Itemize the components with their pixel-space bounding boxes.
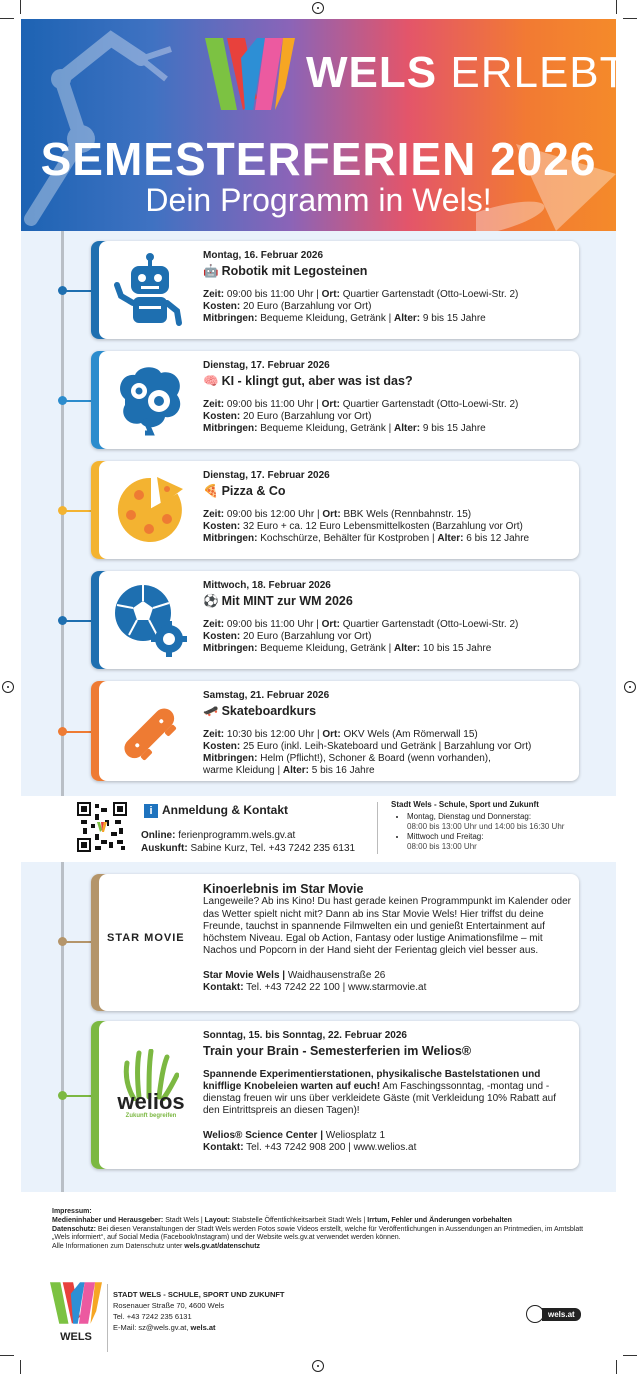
registration-mark: [312, 1360, 324, 1372]
timeline-connector: [64, 290, 92, 292]
event-cost: Kosten: 20 Euro (Barzahlung vor Ort): [203, 410, 372, 422]
partner-contact: Kontakt: Tel. +43 7242 908 200 | www.welios.at: [203, 1142, 417, 1154]
event-time-location: Zeit: 10:30 bis 12:00 Uhr | Ort: OKV Wels (Am Römerwall 15): [203, 728, 478, 740]
event-date: Montag, 16. Februar 2026: [203, 250, 324, 261]
event-title: 🍕 Pizza & Co: [203, 484, 286, 499]
crop-mark: [623, 18, 637, 19]
crop-mark: [0, 18, 14, 19]
event-time-location: Zeit: 09:00 bis 11:00 Uhr | Ort: Quartier Gartenstadt (Otto-Loewi-Str. 2): [203, 618, 519, 630]
event-card: [91, 571, 579, 669]
timeline-line: [61, 862, 64, 1192]
qr-code[interactable]: [77, 802, 127, 852]
timeline-connector: [64, 1095, 92, 1097]
timeline-connector: [64, 731, 92, 733]
partner-address: Welios® Science Center | Weliosplatz 1: [203, 1129, 386, 1141]
skateboard-icon: [111, 695, 189, 773]
partner-title: Kinoerlebnis im Star Movie: [203, 882, 364, 896]
robot-icon: [111, 251, 189, 329]
partner-title: Train your Brain - Semesterferien im Welios®: [203, 1044, 472, 1059]
event-card: [91, 241, 579, 339]
timeline-dot: [58, 396, 67, 405]
brand-wordmark: WELS ERLEBT: [306, 48, 628, 97]
crop-mark: [20, 1360, 21, 1374]
soccer-gear-icon: [111, 581, 189, 659]
crop-mark: [623, 1355, 637, 1356]
event-date: Sonntag, 15. bis Sonntag, 22. Februar 2026: [203, 1030, 407, 1041]
event-cost: Kosten: 20 Euro (Barzahlung vor Ort): [203, 630, 372, 642]
event-time-location: Zeit: 09:00 bis 11:00 Uhr | Ort: Quartier Gartenstadt (Otto-Loewi-Str. 2): [203, 398, 519, 410]
info-icon: i: [144, 804, 158, 818]
event-date: Samstag, 21. Februar 2026: [203, 690, 330, 701]
timeline-dot: [58, 506, 67, 515]
event-title: 🧠 KI - klingt gut, aber was ist das?: [203, 374, 413, 389]
robot-icon: 🤖: [203, 264, 219, 279]
partner-description: Langeweile? Ab ins Kino! Du hast gerade keinen Programmpunkt im Kalender oder das Wetter spielt nicht mit? Dann ab ins Star Movie Wels! Hier triffst du deine Freunde, tauchst in spannende Filmwelten ein und genießt Entertainment auf höchstem Niveau. Egal ob Action, Fantasy oder lustige Animationsfilme – mit Nachos und Popcorn in der Hand sieht der Ferientag gleich viel besser aus.: [203, 896, 571, 957]
event-card: [91, 681, 579, 781]
registration-link[interactable]: ferienprogramm.wels.gv.at: [175, 830, 296, 841]
pizza-icon: [111, 471, 189, 549]
contact-lines: Online: ferienprogramm.wels.gv.at Auskunft: Sabine Kurz, Tel. +43 7242 235 6131: [141, 830, 356, 854]
partner-card: [91, 874, 579, 1011]
starmovie-logo: STAR MOVIE: [107, 932, 185, 944]
web-link[interactable]: wels.at: [190, 1323, 216, 1332]
registration-mark: [624, 681, 636, 693]
page-subtitle: Dein Programm in Wels!: [145, 182, 492, 218]
event-title: 🤖 Robotik mit Legosteinen: [203, 264, 368, 279]
event-bring: Mitbringen: Helm (Pflicht!), Schoner & Board (wenn vorhanden),: [203, 753, 491, 765]
event-title: 🛹 Skateboardkurs: [203, 704, 317, 719]
crop-mark: [0, 1355, 14, 1356]
timeline-dot: [58, 1091, 67, 1100]
crop-mark: [20, 0, 21, 14]
welios-logo: welios Zukunft begreifen: [117, 1089, 185, 1119]
wels-w-logo: [205, 38, 295, 110]
registration-mark: [2, 681, 14, 693]
footer-address: STADT WELS - SCHULE, SPORT UND ZUKUNFT Rosenauer Straße 70, 4600 Wels Tel. +43 7242 235 6131 E-Mail: sz@wels.gv.at, wels.at: [113, 1290, 285, 1332]
timeline-connector: [64, 941, 92, 943]
timeline-dot: [58, 727, 67, 736]
pizza-icon: 🍕: [203, 484, 219, 499]
brain-gear-icon: [111, 361, 189, 439]
contact-section: [21, 796, 616, 862]
impressum: Impressum: Medieninhaber und Herausgeber: Stadt Wels | Layout: Stabstelle Öffentlichkeitsarbeit Stadt Wels | Irrtum, Fehler und Änderungen vorbehalten Datenschutz: Bei diesen Veranstaltungen der Stadt Wels werden Fotos sowie Videos erstellt, welche für Veröffentlichungen in Aussendungen an Printmedien, im Amtsblatt „Wels informiert“, auf Social Media (Facebook/Instagram) und der Website wels.gv.at verwendet werden können. Alle Informationen zum Datenschutz unter wels.gv.at/datenschutz: [52, 1208, 584, 1251]
event-date: Mittwoch, 18. Februar 2026: [203, 580, 331, 591]
partner-card: [91, 1021, 579, 1169]
event-age: warme Kleidung | Alter: 5 bis 16 Jahre: [203, 765, 375, 777]
crop-mark: [616, 0, 617, 14]
globe-icon: [526, 1305, 544, 1323]
partner-contact: Kontakt: Tel. +43 7242 22 100 | www.starmovie.at: [203, 982, 427, 994]
event-card: [91, 461, 579, 559]
event-bring-age: Mitbringen: Bequeme Kleidung, Getränk | Alter: 9 bis 15 Jahre: [203, 423, 486, 435]
timeline-connector: [64, 510, 92, 512]
page-title: SEMESTERFERIEN 2026: [40, 133, 597, 185]
office-hours: Stadt Wels - Schule, Sport und Zukunft • Montag, Dienstag und Donnerstag: 08:00 bis 13:00 Uhr und 14:00 bis 16:30 Uhr • Mittwoch und Freitag: 08:00 bis 13:00 Uhr: [391, 800, 621, 852]
event-time-location: Zeit: 09:00 bis 11:00 Uhr | Ort: Quartier Gartenstadt (Otto-Loewi-Str. 2): [203, 288, 519, 300]
divider: [107, 1284, 108, 1352]
timeline-connector: [64, 400, 92, 402]
privacy-link[interactable]: wels.gv.at/datenschutz: [184, 1243, 261, 1251]
skateboard-icon: 🛹: [203, 704, 219, 719]
timeline-connector: [64, 620, 92, 622]
event-bring-age: Mitbringen: Bequeme Kleidung, Getränk | Alter: 10 bis 15 Jahre: [203, 643, 492, 655]
event-cost: Kosten: 20 Euro (Barzahlung vor Ort): [203, 300, 372, 312]
registration-mark: [312, 2, 324, 14]
event-bring-age: Mitbringen: Bequeme Kleidung, Getränk | Alter: 9 bis 15 Jahre: [203, 313, 486, 325]
event-date: Dienstag, 17. Februar 2026: [203, 360, 330, 371]
event-title: ⚽ Mit MINT zur WM 2026: [203, 594, 353, 609]
timeline-dot: [58, 616, 67, 625]
crop-mark: [616, 1360, 617, 1374]
wels-at-badge[interactable]: wels.at: [526, 1305, 581, 1323]
footer-wels-logo: WELS: [50, 1280, 102, 1340]
event-card: [91, 351, 579, 449]
divider: [377, 802, 378, 854]
partner-description: Spannende Experimentierstationen, physikalische Bastelstationen und knifflige Knobeleien warten auf euch! Am Faschingssonntag, -montag und -dienstag freuen wir uns über verkleidete Gäste (mit Verkleidung 10% Rabatt auf den Eintrittspreis an diesen Tagen)!: [203, 1068, 556, 1117]
timeline-dot: [58, 937, 67, 946]
contact-heading: i Anmeldung & Kontakt: [144, 803, 288, 818]
timeline-dot: [58, 286, 67, 295]
event-time-location: Zeit: 09:00 bis 12:00 Uhr | Ort: BBK Wels (Rennbahnstr. 15): [203, 508, 472, 520]
event-bring-age: Mitbringen: Kochschürze, Behälter für Kostproben | Alter: 6 bis 12 Jahre: [203, 533, 530, 545]
event-cost: Kosten: 25 Euro (inkl. Leih-Skateboard und Getränk | Barzahlung vor Ort): [203, 740, 532, 752]
soccer-ball-icon: ⚽: [203, 594, 219, 609]
event-date: Dienstag, 17. Februar 2026: [203, 470, 330, 481]
event-cost: Kosten: 32 Euro + ca. 12 Euro Lebensmittelkosten (Barzahlung vor Ort): [203, 520, 523, 532]
brain-icon: 🧠: [203, 374, 219, 389]
partner-address: Star Movie Wels | Waidhausenstraße 26: [203, 969, 386, 981]
